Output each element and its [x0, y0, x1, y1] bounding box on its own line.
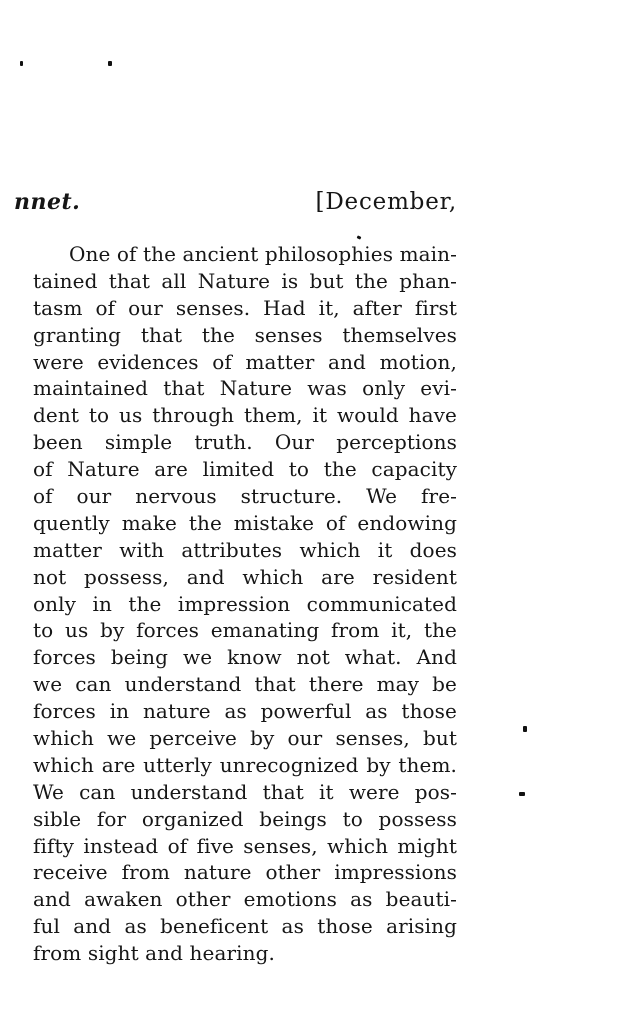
ink-speck [357, 235, 362, 239]
text-line: and awaken other emotions as beauti- [33, 887, 457, 912]
text-line: maintained that Nature was only evi- [33, 376, 457, 401]
text-line: forces in nature as powerful as those [33, 699, 457, 724]
text-line: granting that the senses themselves [33, 322, 457, 347]
text-line: which we perceive by our senses, but [33, 726, 457, 751]
text-line: One of the ancient philosophies main- [69, 242, 457, 266]
text-line: of our nervous structure. We fre- [33, 484, 457, 509]
text-line: matter with attributes which it does [33, 537, 457, 562]
text-line: which are utterly unrecognized by them. [33, 752, 457, 777]
text-line: dent to us through them, it would have [33, 403, 457, 428]
text-line: quently make the mistake of endowing [33, 510, 457, 535]
text-line: tained that all Nature is but the phan- [33, 268, 457, 293]
text-line: We can understand that it were pos- [33, 779, 457, 804]
running-head-title-fragment: nnet. [14, 189, 81, 215]
text-line: not possess, and which are resident [33, 564, 457, 589]
text-line: tasm of our senses. Had it, after first [33, 295, 457, 320]
text-line: ful and as beneficent as those arising [33, 914, 457, 939]
text-line: from sight and hearing. [33, 941, 275, 966]
ink-speck [108, 61, 112, 66]
ink-speck [20, 61, 23, 66]
text-line: of Nature are limited to the capacity [33, 457, 457, 482]
text-line: we can understand that there may be [33, 672, 457, 697]
text-line: were evidences of matter and motion, [33, 349, 457, 374]
text-line: sible for organized beings to possess [33, 806, 457, 831]
ink-speck [519, 792, 525, 796]
running-head-issue-date: [December, [315, 189, 457, 215]
text-line: to us by forces emanating from it, the [33, 618, 457, 643]
text-line: receive from nature other impressions [33, 860, 457, 885]
body-text-column [33, 241, 457, 967]
text-line: been simple truth. Our perceptions [33, 430, 457, 455]
running-head [14, 189, 457, 215]
text-line: only in the impression communicated [33, 591, 457, 616]
text-line: forces being we know not what. And [33, 645, 457, 670]
text-line: fifty instead of five senses, which might [33, 833, 457, 858]
ink-speck [523, 726, 527, 732]
